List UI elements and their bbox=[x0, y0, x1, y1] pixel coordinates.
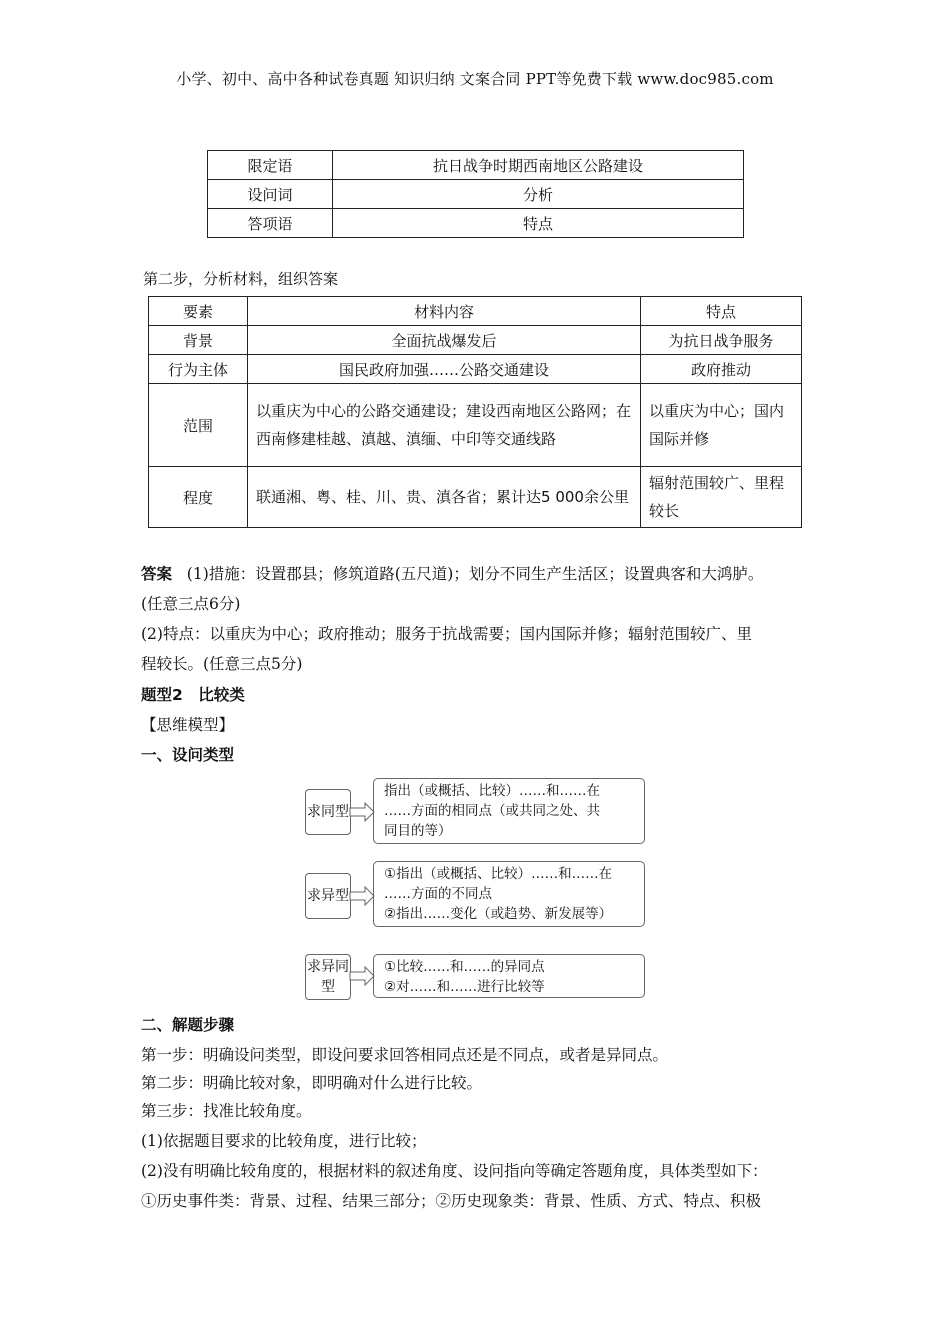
step-line: (2)没有明确比较角度的，根据材料的叙述角度、设问指向等确定答题角度，具体类型如下： bbox=[141, 1162, 768, 1180]
table-cell-label: 答项语 bbox=[208, 209, 333, 238]
header-factor: 要素 bbox=[149, 297, 248, 326]
step-line: (1)依据题目要求的比较角度，进行比较； bbox=[141, 1132, 427, 1150]
table-cell-label: 限定语 bbox=[208, 151, 333, 180]
cell-feature: 政府推动 bbox=[641, 355, 802, 384]
cell-factor: 背景 bbox=[149, 326, 248, 355]
flow-line: ①指出（或概括、比较）……和……在 bbox=[384, 866, 613, 882]
subsection-solving-steps: 二、解题步骤 bbox=[141, 1016, 235, 1034]
answer-text: (1)措施：设置郡县；修筑道路(五尺道)；划分不同生产生活区；设置典客和大鸿胪。 bbox=[186, 565, 764, 583]
flow-description-box bbox=[373, 861, 645, 927]
cell-feature: 辐射范围较广、里程较长 bbox=[641, 467, 802, 528]
flow-line: 同目的等） bbox=[384, 823, 452, 839]
step-line: ①历史事件类：背景、过程、结果三部分；②历史现象类：背景、性质、方式、特点、积极 bbox=[141, 1192, 762, 1210]
section-title: 题型2 比较类 bbox=[141, 686, 245, 704]
answer-line-2: (任意三点6分) bbox=[141, 595, 241, 613]
answer-line-3: (2)特点：以重庆为中心；政府推动；服务于抗战需要；国内国际并修；辐射范围较广、里 bbox=[141, 625, 752, 643]
flow-description-box bbox=[373, 778, 645, 844]
cell-content: 国民政府加强……公路交通建设 bbox=[248, 355, 641, 384]
flow-type-box: 求异同型 bbox=[305, 954, 351, 1000]
cell-feature: 为抗日战争服务 bbox=[641, 326, 802, 355]
table-row bbox=[208, 209, 744, 238]
step-line: 第二步：明确比较对象，即明确对什么进行比较。 bbox=[141, 1074, 483, 1092]
header-content: 材料内容 bbox=[248, 297, 641, 326]
step-line: 第三步：找准比较角度。 bbox=[141, 1102, 312, 1120]
arrow-right-icon bbox=[349, 886, 375, 906]
cell-factor: 范围 bbox=[149, 384, 248, 467]
flow-type-box: 求异型 bbox=[305, 873, 351, 919]
flow-line: ①比较……和……的异同点 bbox=[384, 959, 545, 975]
answer-line-1 bbox=[141, 559, 763, 589]
answer-line-4: 程较长。(任意三点5分) bbox=[141, 655, 303, 673]
table-row bbox=[208, 151, 744, 180]
header-feature: 特点 bbox=[641, 297, 802, 326]
thinking-model-label: 【思维模型】 bbox=[141, 716, 235, 734]
flow-type-box: 求同型 bbox=[305, 789, 351, 835]
table-cell-value: 分析 bbox=[333, 180, 744, 209]
question-analysis-table bbox=[207, 150, 744, 238]
step-line: 第一步：明确设问类型，即设问要求回答相同点还是不同点，或者是异同点。 bbox=[141, 1046, 669, 1064]
table-row bbox=[149, 355, 802, 384]
table-row bbox=[149, 326, 802, 355]
table-header-row bbox=[149, 297, 802, 326]
arrow-right-icon bbox=[349, 966, 375, 986]
flow-line: ……方面的不同点 bbox=[384, 886, 492, 902]
cell-factor: 程度 bbox=[149, 467, 248, 528]
table-cell-label: 设问词 bbox=[208, 180, 333, 209]
arrow-right-icon bbox=[349, 802, 375, 822]
material-analysis-table bbox=[148, 296, 802, 528]
page-header: 小学、初中、高中各种试卷真题 知识归纳 文案合同 PPT等免费下载 www.doc985.com bbox=[176, 70, 774, 88]
cell-feature: 以重庆为中心；国内国际并修 bbox=[641, 384, 802, 467]
flow-line: ……方面的相同点（或共同之处、共 bbox=[384, 803, 600, 819]
table-cell-value: 特点 bbox=[333, 209, 744, 238]
subsection-question-types: 一、设问类型 bbox=[141, 746, 235, 764]
step2-title: 第二步，分析材料，组织答案 bbox=[143, 270, 339, 288]
cell-content: 联通湘、粤、桂、川、贵、滇各省；累计达5 000余公里 bbox=[248, 467, 641, 528]
table-row bbox=[208, 180, 744, 209]
cell-content: 以重庆为中心的公路交通建设；建设西南地区公路网；在西南修建桂越、滇越、滇缅、中印等交通线路 bbox=[248, 384, 641, 467]
cell-content: 全面抗战爆发后 bbox=[248, 326, 641, 355]
table-row bbox=[149, 384, 802, 467]
flow-line: ②指出……变化（或趋势、新发展等） bbox=[384, 906, 613, 922]
flow-description-box bbox=[373, 954, 645, 998]
table-row bbox=[149, 467, 802, 528]
flow-line: ②对……和……进行比较等 bbox=[384, 979, 545, 995]
table-cell-value: 抗日战争时期西南地区公路建设 bbox=[333, 151, 744, 180]
answer-label: 答案 bbox=[141, 565, 173, 583]
cell-factor: 行为主体 bbox=[149, 355, 248, 384]
flow-line: 指出（或概括、比较）……和……在 bbox=[384, 783, 600, 799]
